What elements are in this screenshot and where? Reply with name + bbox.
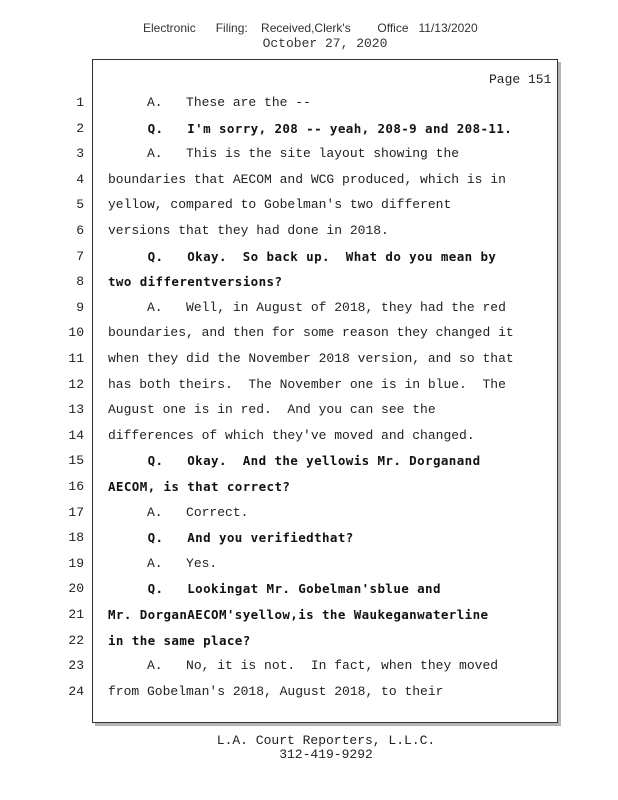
line-text: AECOM, is that correct? — [108, 479, 291, 494]
transcript-line — [0, 274, 618, 294]
line-text: Mr. DorganAECOM'syellow,is the Waukeganwaterline — [108, 607, 489, 622]
transcript-date: October 27, 2020 — [262, 36, 388, 51]
transcript-line — [0, 95, 618, 115]
transcript-line — [0, 249, 618, 269]
line-number: 19 — [68, 555, 84, 571]
line-number: 17 — [68, 504, 84, 520]
transcript-line — [0, 479, 618, 499]
transcript-line — [0, 377, 618, 397]
line-text: two differentversions? — [108, 274, 283, 290]
line-number: 21 — [68, 607, 84, 622]
line-text: when they did the November 2018 version, and so that — [108, 351, 514, 366]
line-number: 11 — [68, 351, 84, 366]
line-number: 1 — [76, 95, 84, 110]
line-number: 13 — [68, 402, 84, 418]
transcript-line — [0, 581, 618, 601]
line-text: Q. Okay. So back up. What do you mean by — [108, 248, 497, 264]
line-number: 8 — [76, 274, 84, 290]
transcript-line — [0, 223, 618, 243]
transcript-line — [0, 351, 618, 371]
line-number: 9 — [76, 299, 84, 315]
transcript-line — [0, 633, 618, 653]
line-number: 18 — [68, 530, 84, 546]
line-number: 6 — [76, 223, 84, 238]
line-text: Q. Okay. And the yellowis Mr. Dorganand — [108, 453, 481, 469]
transcript-line — [0, 684, 618, 704]
line-text: A. Yes. — [108, 555, 218, 571]
transcript-line — [0, 428, 618, 448]
transcript-line — [0, 325, 618, 345]
line-text: boundaries that AECOM and WCG produced, which is in — [108, 171, 506, 187]
transcript-line — [0, 505, 618, 525]
line-text: Q. And you verifiedthat? — [108, 530, 354, 546]
line-text: from Gobelman's 2018, August 2018, to their — [108, 683, 444, 699]
line-number: 20 — [68, 581, 84, 597]
transcript-line — [0, 300, 618, 320]
line-number: 23 — [68, 658, 84, 674]
line-text: A. Correct. — [108, 504, 249, 520]
filing-stamp: Electronic Filing: Received,Clerk's Office 11/13/2020 — [143, 21, 478, 35]
line-text: versions that they had done in 2018. — [108, 223, 389, 238]
line-text: A. This is the site layout showing the — [108, 146, 460, 162]
reporter-company: L.A. Court Reporters, L.L.C. — [216, 733, 436, 748]
line-number: 4 — [76, 171, 84, 187]
line-text: A. No, it is not. In fact, when they moved — [108, 658, 499, 674]
line-text: Q. Lookingat Mr. Gobelman'sblue and — [108, 581, 441, 597]
transcript-line — [0, 197, 618, 217]
line-text: in the same place? — [108, 632, 251, 648]
line-number: 14 — [68, 427, 84, 443]
transcript-line — [0, 453, 618, 473]
transcript-line — [0, 556, 618, 576]
line-text: has both theirs. The November one is in blue. The — [108, 376, 506, 392]
line-text: differences of which they've moved and changed. — [108, 427, 475, 443]
line-number: 15 — [68, 453, 84, 469]
page-number: Page 151 — [489, 72, 552, 87]
transcript-line — [0, 530, 618, 550]
transcript-line — [0, 146, 618, 166]
transcript-line — [0, 172, 618, 192]
line-number: 12 — [68, 376, 84, 392]
line-number: 7 — [76, 248, 84, 264]
line-text: boundaries, and then for some reason they changed it — [108, 325, 514, 341]
line-number: 5 — [76, 197, 84, 213]
transcript-line — [0, 607, 618, 627]
transcript-line — [0, 402, 618, 422]
line-text: August one is in red. And you can see the — [108, 402, 436, 418]
line-number: 22 — [68, 632, 84, 648]
line-number: 3 — [76, 146, 84, 162]
line-number: 16 — [68, 479, 84, 494]
transcript-line — [0, 658, 618, 678]
line-text: Q. I'm sorry, 208 -- yeah, 208-9 and 208-11. — [108, 120, 513, 136]
line-number: 2 — [76, 120, 84, 136]
line-text: A. These are the -- — [108, 95, 311, 110]
reporter-phone: 312-419-9292 — [279, 747, 373, 762]
line-text: yellow, compared to Gobelman's two different — [108, 197, 452, 213]
line-number: 24 — [68, 683, 84, 699]
line-text: A. Well, in August of 2018, they had the red — [108, 299, 506, 315]
transcript-line — [0, 121, 618, 141]
line-number: 10 — [68, 325, 84, 341]
